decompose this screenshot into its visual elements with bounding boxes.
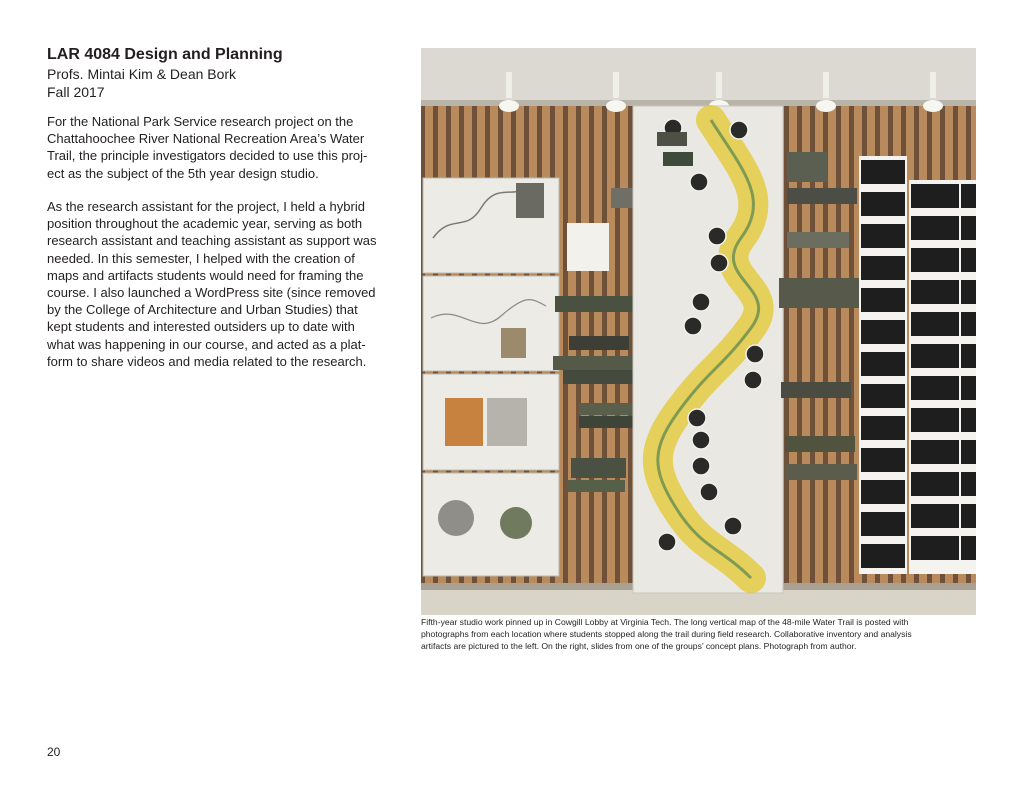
- professors-line: Profs. Mintai Kim & Dean Bork: [47, 66, 237, 82]
- paragraph-line: Trail, the principle investigators decided to use this proj-: [47, 148, 368, 164]
- paragraph-line: kept students and interested outsiders up to date with: [47, 319, 355, 335]
- concept-plan-slides: [859, 156, 976, 574]
- page-number: 20: [47, 745, 61, 759]
- paragraph-line: needed. In this semester, I helped with the creation of: [47, 250, 355, 266]
- paragraph-line: by the College of Architecture and Urban Studies) that: [47, 302, 358, 318]
- studio-pinup-photo: [421, 48, 976, 615]
- caption-line: photographs from each location where students stopped along the trail during field research. Collaborative inventory and analysis: [421, 628, 912, 639]
- term-line: Fall 2017: [47, 84, 105, 100]
- paragraph-intro: [47, 113, 377, 182]
- paragraph-line: As the research assistant for the project, I held a hybrid: [47, 199, 365, 214]
- analysis-boards: [423, 178, 559, 576]
- paragraph-line: what was happening in our course, and acted as a plat-: [47, 336, 366, 352]
- paragraph-line: maps and artifacts students would need for framing the: [47, 267, 364, 283]
- paragraph-role: [47, 198, 377, 370]
- paragraph-line: form to share videos and media related to the research.: [47, 353, 367, 369]
- ceiling-soffit: [421, 48, 976, 106]
- water-trail-map: [633, 106, 783, 593]
- paragraph-line: course. I also launched a WordPress site (since removed: [47, 285, 376, 301]
- photo-caption: [421, 617, 981, 652]
- paragraph-line: ect as the subject of the 5th year design studio.: [47, 165, 319, 181]
- paragraph-line: For the National Park Service research project on the: [47, 114, 354, 129]
- document-title: LAR 4084 Design and Planning: [47, 46, 283, 63]
- caption-line: Fifth-year studio work pinned up in Cowgill Lobby at Virginia Tech. The long vertical map of the 48-mile Water Trail is posted with: [421, 617, 909, 627]
- paragraph-line: Chattahoochee River National Recreation Area’s Water: [47, 131, 365, 147]
- paragraph-line: research assistant and teaching assistant as support was: [47, 233, 377, 249]
- caption-line: artifacts are pictured to the left. On the right, slides from one of the groups’ concept plans. Photograph from author.: [421, 640, 857, 651]
- paragraph-line: position throughout the academic year, serving as both: [47, 216, 363, 232]
- label-card: [567, 223, 609, 271]
